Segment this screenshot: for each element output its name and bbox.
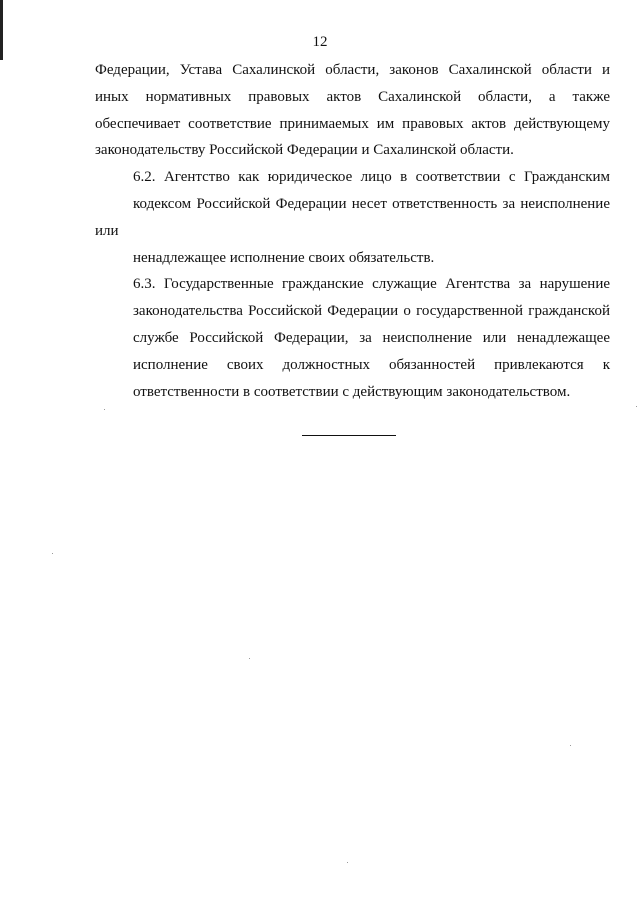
text-line: иных нормативных правовых актов Сахалинской области, а также (95, 88, 610, 105)
scan-speck (52, 553, 53, 554)
scan-edge-mark (0, 0, 3, 60)
scan-speck (570, 745, 571, 746)
text-line: ответственности в соответствии с действующим законодательством. (133, 383, 571, 400)
text-line: Федерации, Устава Сахалинской области, законов Сахалинской области и (95, 62, 610, 78)
text-line: исполнение своих должностных обязанностей привлекаются к (133, 356, 610, 373)
text-line: 6.2. Агентство как юридическое лицо в соответствии с Гражданским (133, 169, 610, 186)
text-line: службе Российской Федерации, за неисполнение или ненадлежащее (133, 329, 610, 346)
scan-speck (636, 406, 637, 407)
scan-speck (104, 409, 105, 410)
text-line: законодательству Российской Федерации и Сахалинской области. (95, 142, 514, 159)
scan-speck (249, 658, 250, 659)
closing-rule (302, 435, 396, 436)
paragraph-continuation (95, 57, 610, 164)
text-line: кодексом Российской Федерации несет ответственность за неисполнение или (95, 195, 610, 239)
paragraph-6-3 (95, 271, 610, 405)
text-line: 6.3. Государственные гражданские служащие Агентства за нарушение (133, 276, 610, 293)
text-line: обеспечивает соответствие принимаемых им правовых актов действующему (95, 115, 610, 132)
text-line: ненадлежащее исполнение своих обязательств. (133, 249, 435, 266)
text-line: законодательства Российской Федерации о государственной гражданской (133, 303, 610, 320)
paragraph-6-2 (95, 164, 610, 271)
page-number: 12 (312, 34, 328, 50)
document-body (95, 57, 610, 405)
scan-speck (347, 862, 348, 863)
